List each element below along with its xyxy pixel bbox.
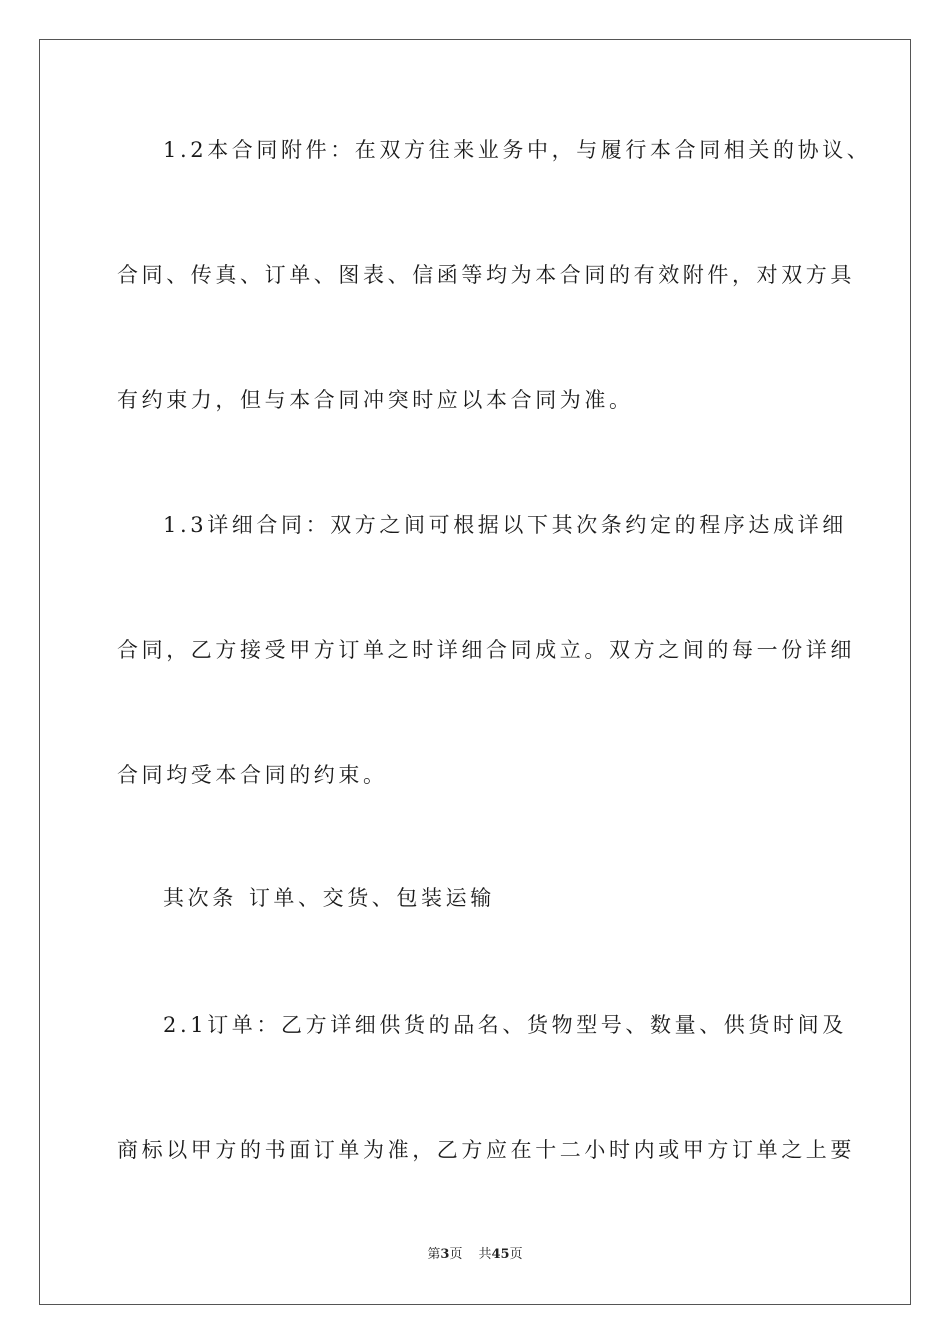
footer-total-prefix: 共 <box>478 1247 492 1262</box>
section-heading-title: 订单、交货、包装运输 <box>248 886 495 910</box>
footer-page-word: 页 <box>449 1247 463 1262</box>
paragraph-line: 有约束力，但与本合同冲突时应以本合同为准。 <box>117 388 634 412</box>
page-footer <box>0 1246 950 1264</box>
footer-total-suffix: 页 <box>509 1247 523 1262</box>
section-heading-number: 其次条 <box>163 886 237 910</box>
footer-total-pages: 45 <box>491 1247 510 1262</box>
page-frame <box>39 39 911 1305</box>
footer-current-page: 3 <box>440 1247 450 1262</box>
paragraph-line: 合同均受本合同的约束。 <box>117 763 388 787</box>
section-heading <box>163 884 843 912</box>
paragraph-line: 1.3详细合同：双方之间可根据以下其次条约定的程序达成详细 <box>163 513 847 537</box>
footer-prefix: 第 <box>427 1247 441 1262</box>
paragraph-line: 合同，乙方接受甲方订单之时详细合同成立。双方之间的每一份详细 <box>117 638 855 662</box>
paragraph-line: 合同、传真、订单、图表、信函等均为本合同的有效附件，对双方具 <box>117 263 855 287</box>
paragraph-line: 商标以甲方的书面订单为准，乙方应在十二小时内或甲方订单之上要 <box>117 1138 855 1162</box>
paragraph-line: 1.2本合同附件：在双方往来业务中，与履行本合同相关的协议、 <box>163 138 872 162</box>
paragraph-line: 2.1订单：乙方详细供货的品名、货物型号、数量、供货时间及 <box>163 1013 847 1037</box>
